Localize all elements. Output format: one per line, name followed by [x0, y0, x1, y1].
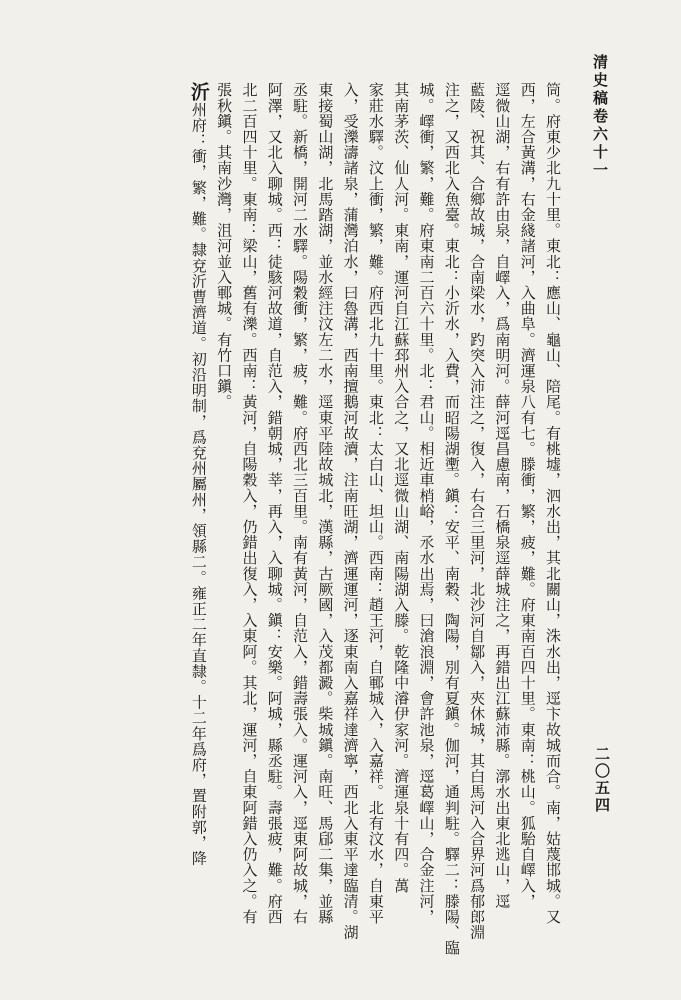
body-text: [75, 82, 565, 962]
running-title: 清史稿卷六十一: [591, 54, 609, 180]
text-column: 家莊水驛。汶上衝，繁，難。府西北九十里。東北：太白山、坦山。西南：趙王河，自鄆城入，入嘉祥。北有汶水，自東平: [366, 82, 385, 925]
text-column: 筒。府東少北九十里。東北：應山、龜山、陪尾。有桃墟，泗水出，其北關山，洙水出，逕卞故城而合。南，姑蔑邯城。又: [544, 82, 562, 925]
text-column: 西，左合黃溝，右金綫諸河，入曲阜。濟運泉八有七。滕衝，繁，疲，難。府東南百四十里。東南：桃山。狐駘自嶧入，: [518, 82, 537, 909]
text-column: 入，受濼濤諸泉，蒲灣泊水，曰魯溝，西南擅鵝河故瀆，注南旺湖，濟運運河，逐東南入嘉祥達濟寧，西北入東平達臨清。湖: [341, 82, 360, 940]
text-column: 城。嶧衝，繁，難。府東南二百六十里。北：君山。相近車梢峪，氶水出焉，曰滄浪淵，會許池泉，逕葛嶧山，合金注河，: [417, 82, 436, 925]
text-column: 其南茅茨、仙人河。東南，運河自江蘇邳州入合之，又北逕微山湖、南陽湖入滕。乾隆中濬伊家河。濟運泉十有四。萬: [392, 82, 411, 894]
text-column: 阿澤，又北入聊城。西：徒駭河故道，自范入，錯朝城，莘，再入，入聊城。鎭：安樂。阿城，縣丞駐。壽張疲，難。府西: [265, 82, 284, 925]
text-column: 逕微山湖，右有許由泉，自嶧入，爲南明河。薛河逕昌慮南，石橋泉逕薛城注之，再錯出江蘇沛縣。漷水出東北逃山，逕: [493, 82, 512, 909]
text-column: 藍陵、祝其、合鄉故城，合南梁水，趵突入沛注之，復入，右合三里河，北沙河自鄒入，夾休城，其白馬河入合界河爲郁郎淵: [468, 82, 487, 940]
text-column: 注之，又西北入魚臺。東北：小沂水，入費，而昭陽湖壍。鎭：安平、南穀、陶陽，別有夏鎭。伽河，通判駐。驛二：滕陽、臨: [442, 82, 461, 956]
page-number: 二〇五四: [593, 746, 611, 814]
text-column: 東接蜀山湖，北馬踏湖，並水經注汶左二水，逕東平陸故城北，漢縣，古厥國，入茂都澱。柴城鎭。南旺、馬郈二集，並縣: [316, 82, 335, 925]
text-column: 北二百四十里。東南：梁山，舊有濼。西南：黃河，自陽穀入，仍錯出復入，入東阿。其北，運河，自東阿錯入仍入之。有: [240, 82, 259, 925]
text-column: 丞駐。新橋，開河二水驛。陽穀衝，繁，疲，難。府西北三百里。南有黃河，自范入，錯壽張入。運河入，逕東阿故城，右: [291, 82, 310, 925]
text-column-prefecture-heading: 沂州府：衝，繁，難。隸兗沂曹濟道。初沿明制，爲兗州屬州，領縣二。雍正二年直隸。十二年爲府，置附郭，降: [187, 82, 210, 867]
text-column: 張秋鎭。其南沙灣，沮河並入鄆城。有竹口鎭。: [215, 82, 234, 410]
